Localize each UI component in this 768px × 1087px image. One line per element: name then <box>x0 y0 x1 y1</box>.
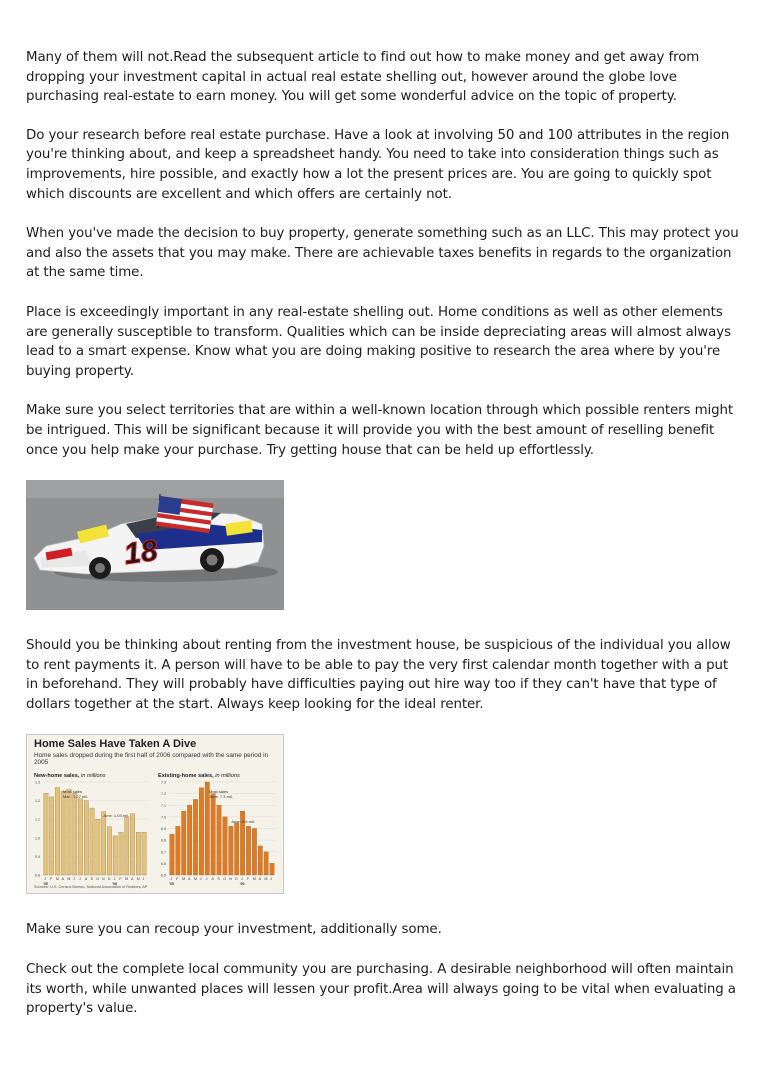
bar <box>67 790 71 876</box>
bar <box>125 818 129 876</box>
chart-source: Sources: U.S. Census Bureau, National Association of Realtors; AP <box>34 885 148 890</box>
bar <box>61 792 65 876</box>
bar <box>264 852 268 875</box>
x-tick-label: J <box>205 877 208 882</box>
bar <box>211 794 215 875</box>
y-tick-label: 6.9 <box>161 827 166 832</box>
chart-annotation: June: 7.3 mil. <box>209 794 233 800</box>
y-tick-label: 6.8 <box>161 839 166 844</box>
x-tick-label: M <box>264 877 268 882</box>
x-tick-label: J <box>142 877 145 882</box>
x-tick-label: A <box>187 877 191 882</box>
x-tick-label: F <box>119 877 122 882</box>
bar <box>49 797 53 875</box>
chart-title: Home Sales Have Taken A Dive <box>34 738 197 751</box>
chart-subtitle: Home sales dropped during the first half of 2006 compared with the same period in 2005 <box>34 752 269 767</box>
paragraph-2: Do your research before real estate purchase. Have a look at involving 50 and 100 attributes in the region you're thinking about, and keep a spreadsheet handy. You need to take into consideration things such as improvements, hire possible, and exactly how a lot the present prices are. You are going to quickly spot which discounts are excellent and which offers are certainly not. <box>26 127 730 202</box>
bar <box>107 827 111 875</box>
x-tick-label: J <box>78 877 81 882</box>
x-tick-label: J <box>73 877 75 882</box>
x-tick-label: A <box>84 877 88 882</box>
paragraph-4: Place is exceedingly important in any real-estate shelling out. Home conditions as well as other elements are generally susceptible to transform. Qualities which can be inside depreciating areas will almost always lead to a smart expense. Know what you are doing making positive to research the area where by you're buying property. <box>26 304 731 379</box>
paragraph-6: Should you be thinking about renting from the investment house, be suspicious of the individual you allow to rent payments it. A person will have to be able to pay the very first calendar month together with a put in beforehand. They will probably have difficulties paying out hire way too if they can't have that type of dollars together at the start. Always keep looking for the ideal renter. <box>26 638 731 712</box>
bar <box>73 794 77 876</box>
bar <box>101 812 105 875</box>
y-tick-label: 6.6 <box>161 862 166 867</box>
bar <box>136 833 140 876</box>
x-tick-label: O <box>96 877 100 882</box>
bar <box>270 864 274 876</box>
bar <box>193 800 197 876</box>
paragraph-5: Make sure you select territories that are within a well-known location through which possible renters might be intrigued. This will be significant because it will provide you with the best amount of reselling benefit once you help make your purchase. Try getting house that can be held up effortlessly. <box>26 403 734 458</box>
x-tick-label: F <box>176 877 179 882</box>
race-car-photo <box>26 480 284 610</box>
home-sales-chart <box>26 734 284 894</box>
x-tick-label: S <box>217 877 220 882</box>
bar <box>181 812 185 876</box>
new-home-panel-title: New-home sales, in millions <box>34 773 106 780</box>
y-tick-label: 0.8 <box>35 873 40 878</box>
y-tick-label: 1.1 <box>35 818 40 823</box>
y-tick-label: 1.3 <box>35 780 40 785</box>
x-tick-label: N <box>102 877 105 882</box>
bar <box>90 809 94 876</box>
bar <box>187 806 191 876</box>
bar <box>96 820 100 876</box>
bar <box>246 827 250 876</box>
year-label: '05 <box>169 882 174 887</box>
x-tick-label: F <box>50 877 53 882</box>
y-tick-label: 7.2 <box>161 792 166 797</box>
x-tick-label: J <box>170 877 173 882</box>
existing-home-panel-title: Existing-home sales, in millions <box>158 773 240 780</box>
chart-annotation: Mar.: 1.27 mil. <box>63 794 89 800</box>
x-tick-label: A <box>211 877 214 882</box>
article <box>26 48 742 1019</box>
car-number: 18 <box>121 533 160 572</box>
x-tick-label: J <box>44 877 47 882</box>
x-tick-label: A <box>130 877 134 882</box>
x-tick-label: M <box>55 877 59 882</box>
paragraph-7: Make sure you can recoup your investment, additionally some. <box>26 922 442 938</box>
x-tick-label: M <box>136 877 140 882</box>
bar <box>113 836 117 875</box>
race-car-illustration <box>26 480 284 610</box>
x-tick-label: A <box>61 877 65 882</box>
y-tick-label: 6.7 <box>161 850 166 855</box>
x-tick-label: M <box>193 877 197 882</box>
year-label: '05 <box>43 882 48 887</box>
y-tick-label: 0.9 <box>35 855 40 860</box>
bar <box>170 835 174 876</box>
y-tick-label: 7.1 <box>161 804 166 809</box>
bar <box>252 829 256 876</box>
paragraph-8: Check out the complete local community you are purchasing. A desirable neighborhood will often maintain its worth, while unwanted places will lessen your profit.Area will always going to be vital when evaluating a property's value. <box>26 962 736 1017</box>
chart-plot-area <box>27 735 283 893</box>
x-tick-label: M <box>67 877 71 882</box>
bar <box>199 788 203 875</box>
x-tick-label: D <box>107 877 111 882</box>
x-tick-label: M <box>125 877 129 882</box>
x-tick-label: D <box>235 877 238 882</box>
paragraph-1: Many of them will not.Read the subsequent article to find out how to make money and get away from dropping your investment capital in actual real estate shelling out, however around the globe love purchasing real-estate to earn money. You will get some wonderful advice on the topic of property. <box>26 50 700 105</box>
x-tick-label: N <box>229 877 232 882</box>
bar <box>84 801 88 875</box>
x-tick-label: J <box>240 877 243 882</box>
bar <box>217 806 221 876</box>
x-tick-label: S <box>90 877 93 882</box>
chart-annotation: June: 1.03 mil. <box>103 813 130 819</box>
bar <box>78 799 82 875</box>
x-tick-label: J <box>113 877 116 882</box>
bar <box>130 814 134 875</box>
bar <box>55 788 59 875</box>
x-tick-label: J <box>199 877 202 882</box>
bar <box>119 833 123 876</box>
y-tick-label: 7.0 <box>161 815 166 820</box>
bar <box>258 846 262 875</box>
chart-annotation: Most sales <box>63 789 83 795</box>
y-tick-label: 1.0 <box>35 836 40 841</box>
paragraph-3: When you've made the decision to buy property, generate something such as an LLC. This may protect you and also the assets that you may make. There are achievable taxes benefits in regards to the organization at the same time. <box>26 226 739 281</box>
bar <box>176 827 180 876</box>
x-tick-label: F <box>246 877 250 882</box>
bar <box>234 823 238 875</box>
y-tick-label: 6.5 <box>161 873 166 878</box>
x-tick-label: M <box>252 877 256 882</box>
chart-annotation: Most sales <box>209 789 229 795</box>
x-tick-label: J <box>270 877 273 882</box>
x-tick-label: O <box>223 877 227 882</box>
bar <box>229 827 233 876</box>
y-tick-label: 1.2 <box>35 799 40 804</box>
chart-annotation: June: 6.6 mil. <box>231 819 255 825</box>
bar <box>142 833 146 876</box>
x-tick-label: A <box>258 877 262 882</box>
year-label: '06 <box>239 882 245 887</box>
y-tick-label: 7.3 <box>161 780 166 785</box>
bar <box>223 817 227 875</box>
year-label: '06 <box>112 882 118 887</box>
bar <box>44 794 48 876</box>
x-tick-label: M <box>182 877 186 882</box>
